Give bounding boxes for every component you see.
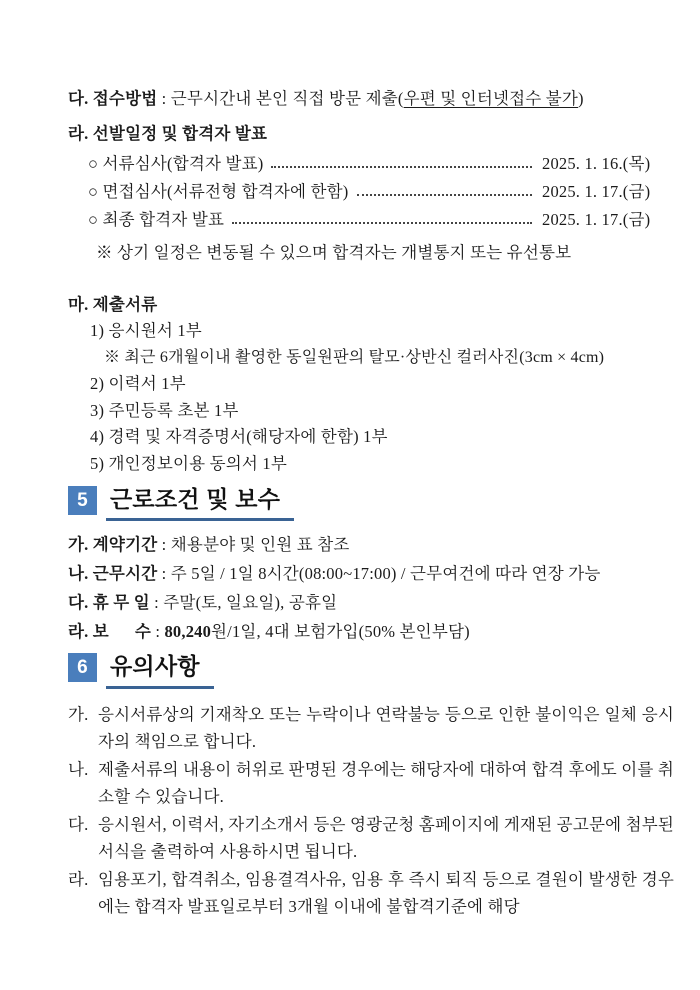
method-colon: :	[157, 89, 171, 108]
condition-label: 다. 휴 무 일	[68, 593, 150, 613]
notice-label: 다.	[68, 814, 89, 834]
dotted-leader	[271, 166, 532, 168]
notice-label: 가.	[68, 704, 89, 724]
method-label: 다. 접수방법	[68, 89, 158, 108]
section-6-header	[68, 653, 674, 688]
condition-label: 나. 근무시간	[68, 564, 158, 584]
condition-row: 나. 근무시간 : 주 5일 / 1일 8시간(08:00~17:00) / 근무여건에 따라 연장 가능	[68, 564, 601, 584]
schedule-heading: 라. 선발일정 및 합격자 발표	[68, 124, 268, 143]
document-item: 5) 개인정보이용 동의서 1부	[90, 453, 287, 473]
notices-list	[68, 701, 674, 921]
condition-value: 원/1일, 4대 보험가입(50% 본인부담)	[211, 622, 470, 642]
condition-label: 가. 계약기간	[68, 535, 158, 555]
pay-amount: 80,240	[164, 622, 212, 642]
schedule-row	[68, 178, 674, 206]
schedule-item-text: 최종 합격자 발표	[102, 210, 225, 229]
condition-row: 가. 계약기간 : 채용분야 및 인원 표 참조	[68, 535, 350, 555]
notice-label: 라.	[68, 869, 89, 889]
notice-label: 나.	[68, 759, 89, 779]
list-bullet: ○	[88, 210, 99, 229]
document-item: 3) 주민등록 초본 1부	[90, 400, 239, 420]
method-text-after: )	[577, 89, 584, 108]
section-number-badge-6: 6	[68, 653, 97, 682]
method-underlined-text: 우편 및 인터넷접수 불가	[403, 89, 578, 108]
schedule-date: 2025. 1. 17.(금)	[542, 182, 651, 201]
method-line	[68, 85, 674, 112]
document-subnote: ※ 최근 6개월이내 촬영한 동일원판의 탈모·상반신 컬러사진(3cm × 4cm)	[104, 348, 605, 366]
section-5-title: 근로조건 및 보수	[106, 486, 294, 521]
condition-value: 주말(토, 일요일), 공휴일	[163, 593, 338, 613]
notice-item	[68, 701, 674, 756]
section-5-header	[68, 486, 674, 521]
dotted-leader	[232, 222, 532, 224]
schedule-date: 2025. 1. 16.(목)	[542, 154, 651, 173]
notice-text: 제출서류의 내용이 허위로 판명된 경우에는 해당자에 대하여 합격 후에도 이를 취소할 수 있습니다.	[98, 759, 674, 807]
schedule-date: 2025. 1. 17.(금)	[542, 210, 651, 229]
schedule-item-text: 서류심사(합격자 발표)	[102, 154, 264, 173]
section-6-title: 유의사항	[106, 653, 214, 688]
list-bullet: ○	[88, 154, 99, 173]
schedule-item-text: 면접심사(서류전형 합격자에 한함)	[102, 182, 349, 201]
condition-row: 라. 보 수 : 80,240원/1일, 4대 보험가입(50% 본인부담)	[68, 622, 470, 642]
condition-value: 채용분야 및 인원 표 참조	[170, 535, 350, 555]
document-item: 2) 이력서 1부	[90, 374, 186, 393]
section-number-badge-5: 5	[68, 486, 97, 515]
notice-text: 임용포기, 합격취소, 임용결격사유, 임용 후 즉시 퇴직 등으로 결원이 발생한 경우에는 합격자 발표일로부터 3개월 이내에 불합격기준에 해당	[98, 869, 674, 917]
notice-item	[68, 811, 674, 866]
document-item: 1) 응시원서 1부	[90, 321, 202, 340]
documents-heading: 마. 제출서류	[68, 295, 158, 314]
condition-row: 다. 휴 무 일 : 주말(토, 일요일), 공휴일	[68, 593, 338, 613]
notice-item	[68, 756, 674, 811]
schedule-row	[68, 206, 674, 234]
notice-text: 응시서류상의 기재착오 또는 누락이나 연락불능 등으로 인한 불이익은 일체 응시자의 책임으로 합니다.	[98, 704, 674, 752]
dotted-leader	[357, 194, 533, 196]
condition-label: 라. 보 수	[68, 622, 152, 642]
conditions-list	[68, 530, 674, 646]
schedule-note: ※ 상기 일정은 변동될 수 있으며 합격자는 개별통지 또는 유선통보	[96, 243, 572, 262]
notice-text: 응시원서, 이력서, 자기소개서 등은 영광군청 홈페이지에 게재된 공고문에 첨부된 서식을 출력하여 사용하시면 됩니다.	[98, 814, 674, 862]
document-item: 4) 경력 및 자격증명서(해당자에 한함) 1부	[90, 427, 388, 446]
list-bullet: ○	[88, 182, 99, 201]
condition-value: 주 5일 / 1일 8시간(08:00~17:00) / 근무여건에 따라 연장 가능	[170, 564, 601, 584]
method-text: 근무시간내 본인 직접 방문 제출(	[170, 89, 404, 108]
notice-item	[68, 866, 674, 921]
schedule-row	[68, 150, 674, 178]
